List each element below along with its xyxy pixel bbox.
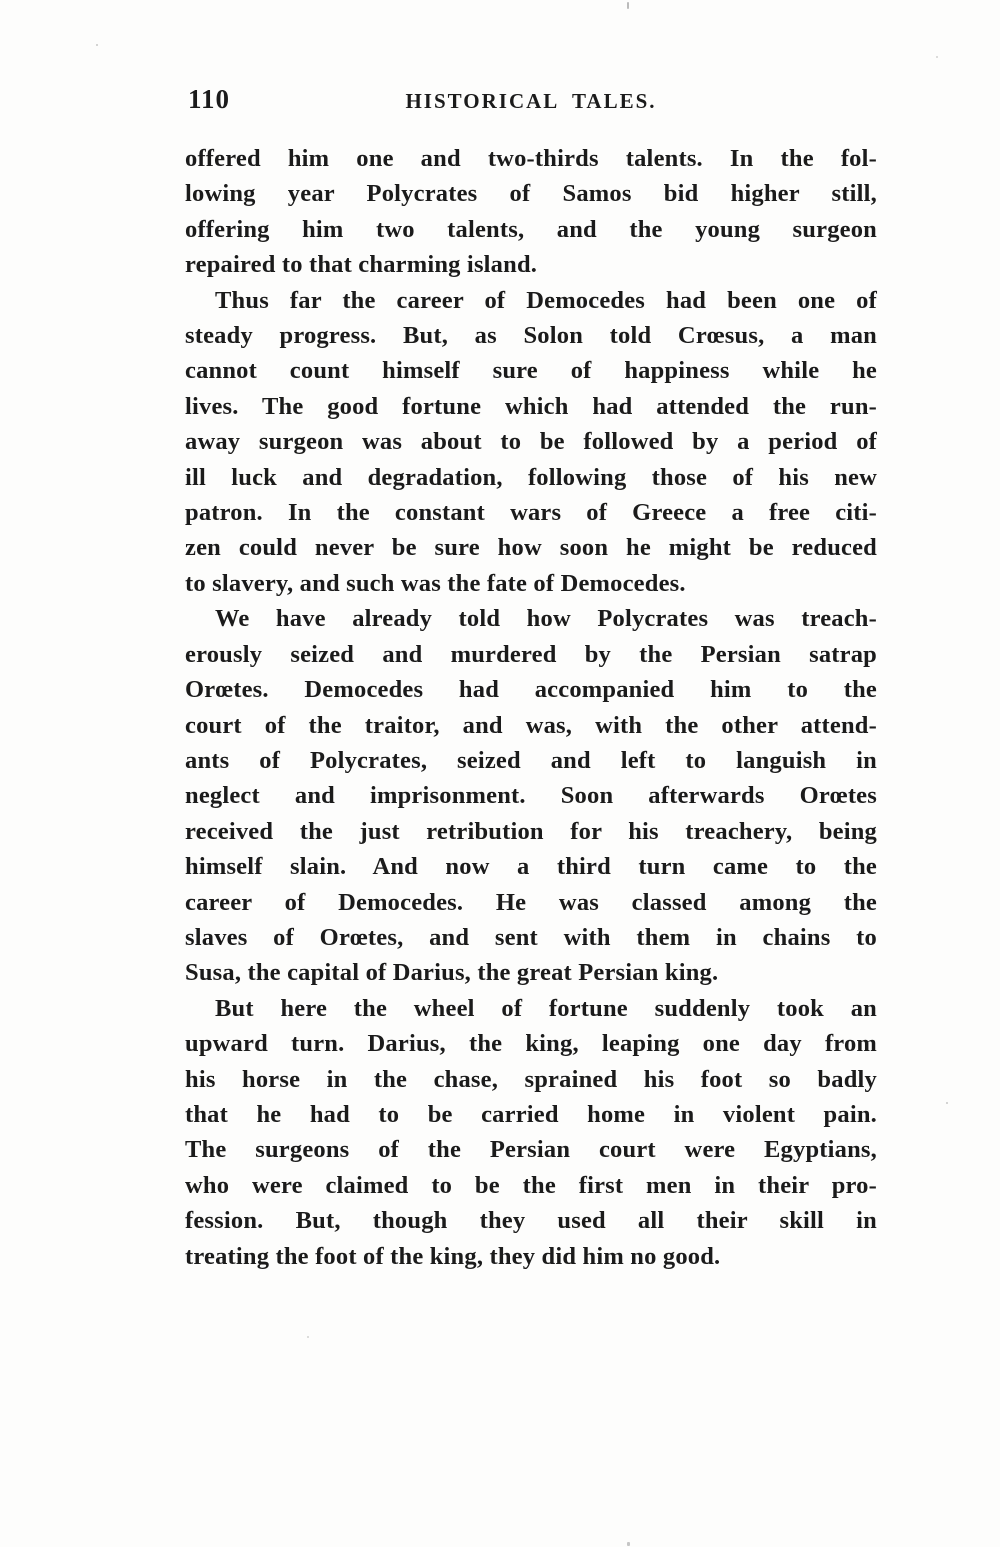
text-line: Susa, the capital of Darius, the great Persian king.	[185, 959, 719, 987]
text-line: lives. The good fortune which had attended the run-	[185, 392, 877, 420]
text-line: offering him two talents, and the young surgeon	[185, 215, 877, 243]
text-line: zen could never be sure how soon he might be reduced	[185, 534, 877, 562]
scan-speck	[96, 44, 98, 46]
text-line: We have already told how Polycrates was treach-	[215, 605, 877, 633]
text-line: received the just retribution for his treachery, being	[185, 817, 877, 845]
text-line: ants of Polycrates, seized and left to languish in	[185, 746, 877, 774]
text-line: ill luck and degradation, following those of his new	[185, 463, 877, 491]
scan-speck	[936, 56, 938, 58]
text-line: his horse in the chase, sprained his foot so badly	[185, 1065, 877, 1093]
scan-speck	[946, 1102, 948, 1104]
text-line: court of the traitor, and was, with the other attend-	[185, 711, 877, 739]
text-line: Thus far the career of Democedes had been one of	[215, 286, 877, 314]
text-line: erously seized and murdered by the Persian satrap	[185, 640, 877, 668]
scan-speck	[627, 2, 629, 9]
text-line: But here the wheel of fortune suddenly took an	[215, 994, 877, 1022]
text-line: steady progress. But, as Solon told Crœsus, a man	[185, 322, 877, 350]
text-line: Orœtes. Democedes had accompanied him to the	[185, 676, 877, 704]
text-line: patron. In the constant wars of Greece a free citi-	[185, 499, 877, 527]
paragraph	[185, 141, 877, 283]
text-line: upward turn. Darius, the king, leaping one day from	[185, 1030, 877, 1058]
scan-speck	[627, 1542, 630, 1546]
scan-speck	[307, 1336, 309, 1338]
paragraph	[185, 991, 877, 1274]
text-line: himself slain. And now a third turn came to the	[185, 853, 877, 881]
text-line: cannot count himself sure of happiness while he	[185, 357, 877, 385]
text-body	[185, 141, 877, 1274]
text-line: away surgeon was about to be followed by a period of	[185, 428, 877, 456]
paragraph	[185, 283, 877, 602]
text-line: offered him one and two-thirds talents. In the fol-	[185, 145, 877, 172]
text-line: fession. But, though they used all their skill in	[185, 1207, 877, 1235]
text-line: that he had to be carried home in violent pain.	[185, 1100, 877, 1128]
paragraph	[185, 601, 877, 990]
page-number: 110	[188, 84, 231, 114]
text-line: treating the foot of the king, they did him no good.	[185, 1242, 721, 1270]
text-line: slaves of Orœtes, and sent with them in chains to	[185, 923, 877, 951]
text-line: career of Democedes. He was classed among the	[185, 888, 877, 916]
text-line: who were claimed to be the first men in their pro-	[185, 1171, 877, 1199]
text-line: The surgeons of the Persian court were Egyptians,	[185, 1136, 877, 1164]
running-header	[185, 84, 877, 118]
text-line: to slavery, and such was the fate of Democedes.	[185, 569, 686, 597]
text-line: repaired to that charming island.	[185, 251, 538, 279]
text-line: neglect and imprisonment. Soon afterwards Orœtes	[185, 782, 877, 810]
page-header-title: HISTORICAL TALES.	[405, 89, 657, 113]
text-line: lowing year Polycrates of Samos bid higher still,	[185, 180, 877, 208]
